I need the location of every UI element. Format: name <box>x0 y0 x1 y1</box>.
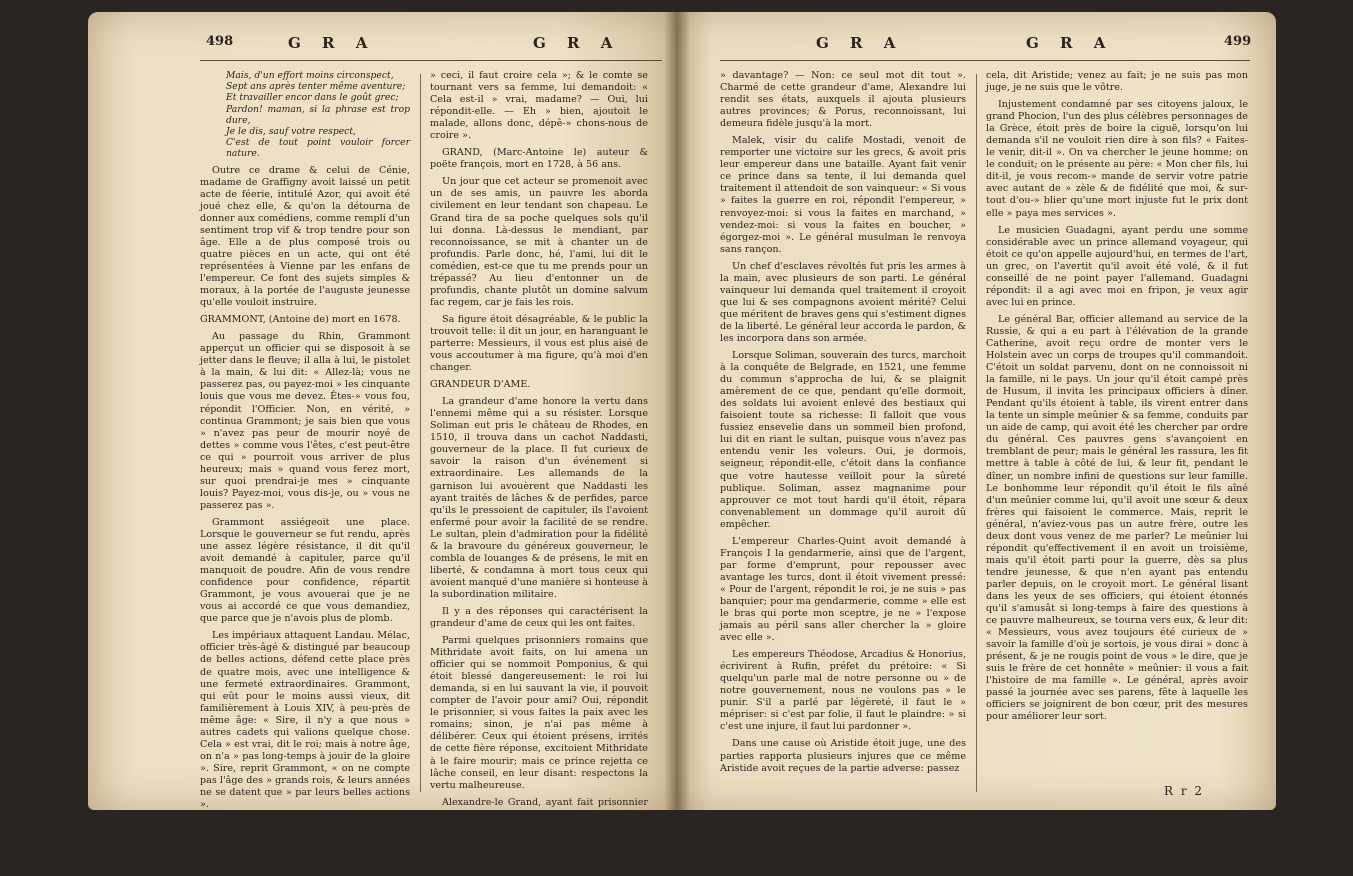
right-page-number: 499 <box>1224 34 1252 49</box>
left-page <box>88 12 678 876</box>
left-page-column-1 <box>200 70 410 876</box>
paragraph: L'empereur Charles-Quint avoit demandé à François I la gendarmerie, ainsi que de l'argent, par forme d'emprunt, pour repousser avec avantage les turcs, dont il étoit vivement pressé: « Pour de l'argent, répondit le roi, je ne suis » pas banquier; pour ma gendarmerie, comme » elle est le bras qui porte mon sceptre, je ne » l'expose jamais au péril sans aller chercher la » gloire avec elle ». <box>720 535 966 644</box>
right-page <box>676 12 1276 810</box>
paragraph: Sa figure étoit désagréable, & le public la trouvoit telle: il dit un jour, en haranguant le parterre: Messieurs, il vous est plus aisé de vous accoutumer à ma figure, qu'à moi d'en changer. <box>430 313 648 374</box>
paragraph: Grammont assiégeoit une place. Lorsque le gouverneur se fut rendu, après une assez légère résistance, il dit qu'il avoit demandé à capituler, parce qu'il manquoit de poudre. Afin de vous rendre confidence pour confidence, répartit Grammont, je vous avouerai que je ne vous ai accordé ce que vous demandiez, que parce que je n'avois plus de plomb. <box>200 516 410 625</box>
paragraph: Grammont étant sur le point de mourir, sa femme, qui étoit d'une piété profonde, ne le » quittoit pas d'un moment. Son confesseur l'instruisoit, en lui disant: « Monsieur, il faut croire <box>200 816 410 876</box>
paragraph: Injustement condamné par ses citoyens jaloux, le grand Phocion, l'un des plus célèbres personnages de la Grèce, étoit près de boire la ciguë, lorsqu'on lui demanda s'il ne vouloit rien dire à son fils? « Faites-le venir, dit-il ». On va chercher le jeune homme; on le conduit; on le présente au père: « Mon cher fils, lui dit-il, je vous recom-» mande de servir votre patrie avec autant de » zèle & de fidélité que moi, & sur-tout d'ou-» blier qu'une mort injuste fut le prix dont elle » paya mes services ». <box>986 99 1248 219</box>
left-running-head-2: G R A <box>533 34 621 52</box>
left-running-head: G R A <box>288 34 376 52</box>
paragraph: Les impériaux attaquent Landau. Mélac, officier très-âgé & distingué par beaucoup de belles actions, défend cette place près de quatre mois, avec une intelligence & une fermeté extraordinaires. Grammont, qui eût pour le moins aussi vieux, dit familièrement à Louis XIV, à peu-près de même âge: « Sire, il n'y a que nous » autres cadets qui valions quelque chose. Cela » est vrai, dit le roi; mais à notre âge, on n'a » pas long-temps à jouir de la gloire ». Sire, reprit Grammont, « on ne compte pas l'âge des » grands rois, & leurs années ne se datent que » par leurs belles actions ». <box>200 630 410 811</box>
paragraph: Il y a des réponses qui caractérisent la grandeur d'ame de ceux qui les ont faites. <box>430 605 648 630</box>
paragraph: Dans une cause où Aristide étoit juge, une des parties rapporta plusieurs injures que ce même Aristide avoit reçues de la partie adverse: passez <box>720 738 966 774</box>
left-page-column-2 <box>430 70 648 868</box>
right-column-divider <box>976 74 977 792</box>
paragraph: Alexandre-le Grand, ayant fait prisonnier Porus, l'un des plus puissans rois des Indes, le fit venir devant lui, & lui demanda comment il vouloit être traité? « En roi, répondit-il. — Mais, » ajouta le conquérant, ne demandez-vous rien <box>430 796 648 868</box>
paragraph: Outre ce drame & celui de Cénie, madame de Graffigny avoit laissé un petit acte de féerie, intitulé Azor, qui avoit été joué chez elle, & qu'on la détourna de donner aux comédiens, comme rempli d'un sentiment trop vif & trop tendre pour son âge. Elle a de plus composé trois ou quatre pièces en un acte, qui ont été représentées à Vienne par les enfans de l'empereur. Ce font des sujets simples & moraux, à la portée de l'auguste jeunesse qu'elle vouloit instruire. <box>200 164 410 309</box>
left-page-number: 498 <box>206 34 234 49</box>
verse-line: Sept ans après tenter même aventure; <box>226 81 406 93</box>
paragraph: Au passage du Rhin, Grammont apperçut un officier qui se disposoit à se jetter dans le fleuve; il alla à lui, le pistolet à la main, & lui dit: « Allez-là; vous ne passerez pas, ou payez-moi » les cinquante louis que vous me devez. Êtes-» vous fou, répondit l'Officier. Non, en vérité, » continua Grammont; je sais bien que vous » n'avez pas peur de mourir noyé de dettes » comme vous l'êtes, c'est peut-être ce qui » pourroit vous arriver de plus heureux; mais » quand vous ferez mort, sur quoi prendrai-je mes » cinquante louis? Payez-moi, vous dis-je, ou » vous ne passerez pas ». <box>200 331 410 511</box>
right-page-column-1 <box>720 70 966 800</box>
paragraph: Un chef d'esclaves révoltés fut pris les armes à la main, avec plusieurs de son parti. Le général vainqueur lui demanda quel traitement il croyoit que lui & ses compagnons avoient mérité? Celui que méritent de braves gens qui s'estiment dignes de la liberté. Le général leur accorda le pardon, & les incorpora dans son armée. <box>720 260 966 344</box>
right-page-column-2 <box>986 70 1248 770</box>
paragraph: » ceci, il faut croire cela »; & le comte se tournant vers sa femme, lui demandoit: « Cela est-il » vrai, madame? — Oui, lui répondit-elle. — Eh » bien, ajoutoit le malade, allons donc, dépê-» chons-nous de croire ». <box>430 70 648 142</box>
paragraph: Le général Bar, officier allemand au service de la Russie, & qui a eu part à l'élévation de la grande Catherine, avoit reçu ordre de monter vers le Holstein avec un corps de troupes qu'il commandoit. C'étoit un soldat parvenu, dont on ne connoissoit ni la famille, ni le pays. Un jour qu'il étoit campé près de Husum, il invita les principaux officiers à dîner. Pendant qu'ils étoient à table, ils virent entrer dans la tente un simple meûnier & sa femme, conduits par un aide de camp, qui avoit été les chercher par ordre du général. Ces pauvres gens s'avançoient en tremblant de peur; mais le général les rassura, les fit mettre à table à côté de lui, & leur fit, pendant le dîner, un nombre infini de questions sur leur famille. Le bonhomme leur répondit qu'il étoit le fils aîné d'un meûnier comme lui, qu'il avoit une sœur & deux frères qui faisoient le commerce. Mais, reprit le général, n'aviez-vous pas un autre frère, outre les deux dont vous venez de me parler? Le meûnier lui répondit qu'effectivement il en avoit un troisième, mais qu'il étoit parti pour la guerre, dès sa plus tendre jeunesse, & que n'en ayant pas entendu parler depuis, on le croyoit mort. Le général lisant dans les yeux de ses officiers, qui étoient étonnés qu'il s'amusât si long-temps à faire des questions à ce pauvre malheureux, se tourna vers eux, & leur dit: « Messieurs, vous avez toujours été curieux de » savoir la famille d'où je sortois, je vous dirai » donc à présent, & je ne rougis point de vous » le dire, que je suis le frère de cet honnête » meûnier: il vous a fait l'histoire de ma famille ». Le général, après avoir passé la journée avec ses parens, fête à laquelle les officiers se joignirent de bon cœur, prit des mesures pour améliorer leur sort. <box>986 313 1248 723</box>
paragraph: La grandeur d'ame honore la vertu dans l'ennemi même qui a su résister. Lorsque Soliman eut pris le château de Rhodes, en 1510, il trouva dans un cachot Naddasti, gouverneur de la place. Il fut curieux de savoir la raison d'un événement si extraordinaire. Les allemands de la garnison lui avouèrent que Naddasti les ayant traités de lâches & de perfides, parce qu'ils le pressoient de capituler, ils l'avoient enfermé pour avoir la facilité de se rendre. Le sultan, plein d'admiration pour la fidélité & la bravoure du généreux gouverneur, le combla de louanges & de présens, le mit en liberté, & condamna à mort tous ceux qui avoient manqué d'une manière si honteuse à la subordination militaire. <box>430 396 648 600</box>
paragraph: Un jour que cet acteur se promenoit avec un de ses amis, un pauvre les aborda civilement en leur tendant son chapeau. Le Grand tira de sa poche quelques sols qu'il lui donna. Là-dessus le mendiant, par reconnoissance, se mit à chanter un de profundis. Parle donc, hé, l'ami, lui dit le comédien, est-ce que tu me prends pour un trépassé? Au lieu d'entonner un de profundis, chante plutôt un domine salvum fac regem, car je fais les rois. <box>430 176 648 308</box>
paragraph: Les empereurs Théodose, Arcadius & Honorius, écrivirent à Rufin, préfet du prétoire: « Si quelqu'un parle mal de notre personne ou » de notre gouvernement, nous ne voulons pas » le punir. S'il a parlé par légèreté, il faut le » mépriser: si c'est par folie, il faut le plaindre: » si c'est une injure, il faut lui pardonner ». <box>720 649 966 733</box>
signature-mark: R r 2 <box>1164 784 1205 798</box>
paragraph: Le musicien Guadagni, ayant perdu une somme considérable avec un prince allemand voyageur, qui étoit ce qu'on appelle aujourd'hui, en termes de l'art, un grec, on l'avertit qu'il avoit été volé, & il fut conseillé de ne point payer l'allemand. Guadagni répondit: il a agi avec moi en fripon, je veux agir avec lui en prince. <box>986 224 1248 308</box>
paragraph: Lorsque Soliman, souverain des turcs, marchoit à la conquête de Belgrade, en 1521, une femme du commun s'approcha de lui, & se plaignit amèrement de ce que, pendant qu'elle dormoit, des soldats lui avoient enlevé des bestiaux qui faisoient toute sa richesse: Il falloit que vous fussiez ensevelie dans un sommeil bien profond, lui dit en riant le sultan, puisque vous n'avez pas entendu venir les voleurs. Oui, je dormois, seigneur, répondit-elle, c'étoit dans la confiance que votre hautesse veilloit pour la sûreté publique. Soliman, assez magnanime pour approuver ce mot tout hardi qu'il étoit, répara convenablement un dommage qu'il auroit dû empêcher. <box>720 350 966 530</box>
verse-line: C'est de tout point vouloir forcer nature. <box>226 137 410 160</box>
verse-line: Mais, d'un effort moins circonspect, <box>226 70 394 81</box>
entry-heading: GRANDEUR D'AME. <box>430 379 531 391</box>
paragraph: » davantage? — Non: ce seul mot dit tout ». Charmé de cette grandeur d'ame, Alexandre lui rendit ses états, auxquels il ajouta plusieurs autres provinces; & Porus, reconnoissant, lui demeura fidèle jusqu'à la mort. <box>720 70 966 130</box>
verse-line: Pardon! maman, si la phrase est trop dure, <box>226 103 410 126</box>
right-header-rule <box>720 60 1250 61</box>
entry-heading: GRAND, (Marc-Antoine le) auteur & poëte françois, mort en 1728, à 56 ans. <box>430 147 648 171</box>
paragraph: Parmi quelques prisonniers romains que Mithridate avoit faits, on lui amena un officier qui se nommoit Pomponius, & qui étoit blessé dangereusement: le roi lui demanda, si en lui sauvant la vie, il pouvoit compter de l'avoir pour ami? Oui, répondit le prisonnier, si vous faites la paix avec les romains; sinon, je n'ai pas même à délibérer. Ceux qui étoient présens, irrités de cette fière réponse, excitoient Mithridate à le faire mourir; mais ce prince rejetta ce lâche conseil, en leur disant: respectons la vertu malheureuse. <box>430 635 648 791</box>
right-running-head-2: G R A <box>1026 34 1114 52</box>
verse-line: Et travailler encor dans le goût grec; <box>226 92 399 104</box>
right-running-head: G R A <box>816 34 904 52</box>
book-gutter <box>664 12 690 810</box>
paragraph: cela, dit Aristide; venez au fait; je ne suis pas mon juge, je ne suis que le vôtre. <box>986 70 1248 94</box>
verse-block <box>226 70 410 160</box>
verse-line: Je le dis, sauf votre respect, <box>226 126 356 138</box>
paragraph: Malek, visir du calife Mostadi, venoit de remporter une victoire sur les grecs, & avoit pris leur empereur dans une bataille. Ayant fait venir ce prince dans sa tente, il lui demanda quel traitement il attendoit de son vainqueur: « Si vous » faites la guerre en roi, répondit l'empereur, » renvoyez-moi: si vous la faites en marchand, » vendez-moi: si vous la faites en boucher, » égorgez-moi ». Le général musulman le renvoya sans rançon. <box>720 135 966 255</box>
left-column-divider <box>420 74 421 792</box>
left-header-rule <box>200 60 662 61</box>
entry-heading: GRAMMONT, (Antoine de) mort en 1678. <box>200 314 401 326</box>
